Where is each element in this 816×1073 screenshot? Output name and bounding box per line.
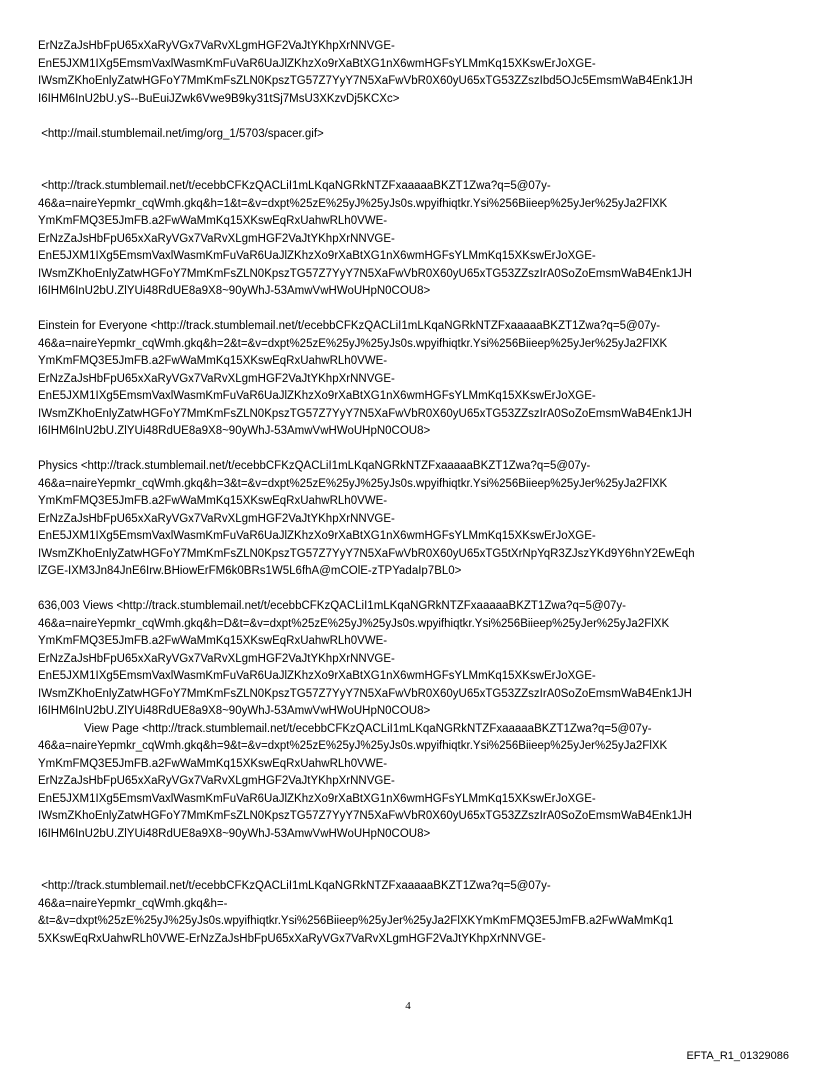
text-line: YmKmFMQ3E5JmFB.a2FwWaMmKq15XKswEqRxUahwRLh0VWE- xyxy=(38,215,388,227)
text-line: YmKmFMQ3E5JmFB.a2FwWaMmKq15XKswEqRxUahwRLh0VWE- xyxy=(38,635,388,647)
text-line: EnE5JXM1IXg5EmsmVaxlWasmKmFuVaR6UaJlZKhzXo9rXaBtXG1nX6wmHGFsYLMmKq15XKswErJoXGE- xyxy=(38,250,596,262)
text-line: lZGE-IXM3Jn84JnE6Irw.BHiowErFM6k0BRs1W5L6fhA@mCOlE-zTPYadaIp7BL0> xyxy=(38,565,462,577)
text-line: 46&a=naireYepmkr_cqWmh.gkq&h=1&t=&v=dxpt%25zE%25yJ%25yJs0s.wpyifhiqtkr.Ysi%256Biieep%25yJer%25yJa2FlXK xyxy=(38,197,668,210)
text-line: EnE5JXM1IXg5EmsmVaxlWasmKmFuVaR6UaJlZKhzXo9rXaBtXG1nX6wmHGFsYLMmKq15XKswErJoXGE- xyxy=(38,670,596,682)
text-line: I6IHM6InU2bU.ZlYUi48RdUE8a9X8~90yWhJ-53AmwVwHWoUHpN0COU8> xyxy=(38,285,431,297)
text-line: ErNzZaJsHbFpU65xXaRyVGx7VaRvXLgmHGF2VaJtYKhpXrNNVGE- xyxy=(38,775,395,787)
text-line: I6IHM6InU2bU.ZlYUi48RdUE8a9X8~90yWhJ-53AmwVwHWoUHpN0COU8> xyxy=(38,705,431,717)
paragraph-views-link xyxy=(38,598,778,843)
document-id-footer: EFTA_R1_01329086 xyxy=(686,1050,789,1062)
text-line: 46&a=naireYepmkr_cqWmh.gkq&h=3&t=&v=dxpt%25zE%25yJ%25yJs0s.wpyifhiqtkr.Ysi%256Biieep%25yJer%25yJa2FlXK xyxy=(38,477,668,490)
text-line: ErNzZaJsHbFpU65xXaRyVGx7VaRvXLgmHGF2VaJtYKhpXrNNVGE- xyxy=(38,652,395,665)
paragraph-tracking-link-1 xyxy=(38,178,778,301)
text-line: <http://mail.stumblemail.net/img/org_1/5703/spacer.gif> xyxy=(38,127,324,140)
text-line: Einstein for Everyone <http://track.stumblemail.net/t/ecebbCFKzQACLiI1mLKqaNGRkNTZFxaaaaaBKZT1Zwa?q=5@07y- xyxy=(38,320,661,332)
text-line: <http://track.stumblemail.net/t/ecebbCFKzQACLiI1mLKqaNGRkNTZFxaaaaaBKZT1Zwa?q=5@07y- xyxy=(38,180,551,192)
text-line: YmKmFMQ3E5JmFB.a2FwWaMmKq15XKswEqRxUahwRLh0VWE- xyxy=(38,757,388,770)
text-line: I6IHM6InU2bU.ZlYUi48RdUE8a9X8~90yWhJ-53AmwVwHWoUHpN0COU8> xyxy=(38,827,431,840)
text-line: ErNzZaJsHbFpU65xXaRyVGx7VaRvXLgmHGF2VaJtYKhpXrNNVGE- xyxy=(38,232,395,245)
text-line: &t=&v=dxpt%25zE%25yJ%25yJs0s.wpyifhiqtkr.Ysi%256Biieep%25yJer%25yJa2FlXKYmKmFMQ3E5JmFB.a2FwWaMmKq1 xyxy=(38,915,674,927)
text-line: 5XKswEqRxUahwRLh0VWE-ErNzZaJsHbFpU65xXaRyVGx7VaRvXLgmHGF2VaJtYKhpXrNNVGE- xyxy=(38,932,546,945)
paragraph-tracking-link-last xyxy=(38,878,778,948)
text-line: EnE5JXM1IXg5EmsmVaxlWasmKmFuVaR6UaJlZKhzXo9rXaBtXG1nX6wmHGFsYLMmKq15XKswErJoXGE- xyxy=(38,792,596,805)
text-line: Physics <http://track.stumblemail.net/t/ecebbCFKzQACLiI1mLKqaNGRkNTZFxaaaaaBKZT1Zwa?q=5@07y- xyxy=(38,460,591,472)
text-line: ErNzZaJsHbFpU65xXaRyVGx7VaRvXLgmHGF2VaJtYKhpXrNNVGE- xyxy=(38,372,395,385)
text-line: IWsmZKhoEnlyZatwHGFoY7MmKmFsZLN0KpszTG57Z7YyY7N5XaFwVbR0X60yU65xTG53ZZszIrA0SoZoEmsmWaB4Enk1JH xyxy=(38,687,692,700)
text-line: IWsmZKhoEnlyZatwHGFoY7MmKmFsZLN0KpszTG57Z7YyY7N5XaFwVbR0X60yU65xTG5tXrNpYqR3ZJszYKd9Y6hnY2EwEqh xyxy=(38,547,695,560)
text-line: 46&a=naireYepmkr_cqWmh.gkq&h=9&t=&v=dxpt%25zE%25yJ%25yJs0s.wpyifhiqtkr.Ysi%256Biieep%25yJer%25yJa2FlXK xyxy=(38,740,668,752)
text-line: EnE5JXM1IXg5EmsmVaxlWasmKmFuVaR6UaJlZKhzXo9rXaBtXG1nX6wmHGFsYLMmKq15XKswErJoXGE- xyxy=(38,390,596,402)
text-line: YmKmFMQ3E5JmFB.a2FwWaMmKq15XKswEqRxUahwRLh0VWE- xyxy=(38,355,388,367)
text-line: I6IHM6InU2bU.yS--BuEuiJZwk6Vwe9B9ky31tSj7MsU3XKzvDj5KCXc> xyxy=(38,92,400,105)
page-number: 4 xyxy=(405,1000,411,1012)
text-line: <http://track.stumblemail.net/t/ecebbCFKzQACLiI1mLKqaNGRkNTZFxaaaaaBKZT1Zwa?q=5@07y- xyxy=(38,880,551,892)
text-line: IWsmZKhoEnlyZatwHGFoY7MmKmFsZLN0KpszTG57Z7YyY7N5XaFwVbR0X60yU65xTG53ZZszIbd5OJc5EmsmWaB4Enk1JH xyxy=(38,75,693,87)
text-line: 46&a=naireYepmkr_cqWmh.gkq&h=2&t=&v=dxpt%25zE%25yJ%25yJs0s.wpyifhiqtkr.Ysi%256Biieep%25yJer%25yJa2FlXK xyxy=(38,337,668,350)
text-line: 46&a=naireYepmkr_cqWmh.gkq&h=- xyxy=(38,897,228,910)
text-line: 46&a=naireYepmkr_cqWmh.gkq&h=D&t=&v=dxpt%25zE%25yJ%25yJs0s.wpyifhiqtkr.Ysi%256Biieep%25yJer%25yJa2FlXK xyxy=(38,617,670,630)
text-line: ErNzZaJsHbFpU65xXaRyVGx7VaRvXLgmHGF2VaJtYKhpXrNNVGE- xyxy=(38,512,395,525)
text-line: YmKmFMQ3E5JmFB.a2FwWaMmKq15XKswEqRxUahwRLh0VWE- xyxy=(38,495,388,507)
text-line: 636,003 Views <http://track.stumblemail.net/t/ecebbCFKzQACLiI1mLKqaNGRkNTZFxaaaaaBKZT1Zwa?q=5@07y- xyxy=(38,600,626,612)
text-line: EnE5JXM1IXg5EmsmVaxlWasmKmFuVaR6UaJlZKhzXo9rXaBtXG1nX6wmHGFsYLMmKq15XKswErJoXGE- xyxy=(38,57,596,70)
text-line: IWsmZKhoEnlyZatwHGFoY7MmKmFsZLN0KpszTG57Z7YyY7N5XaFwVbR0X60yU65xTG53ZZszIrA0SoZoEmsmWaB4Enk1JH xyxy=(38,810,692,822)
text-line-view-page: View Page <http://track.stumblemail.net/t/ecebbCFKzQACLiI1mLKqaNGRkNTZFxaaaaaBKZT1Zwa?q=5@07y- xyxy=(84,722,652,735)
paragraph-spacer-link xyxy=(38,126,778,144)
text-line: IWsmZKhoEnlyZatwHGFoY7MmKmFsZLN0KpszTG57Z7YyY7N5XaFwVbR0X60yU65xTG53ZZszIrA0SoZoEmsmWaB4Enk1JH xyxy=(38,267,692,280)
paragraph-1 xyxy=(38,38,778,108)
text-line: EnE5JXM1IXg5EmsmVaxlWasmKmFuVaR6UaJlZKhzXo9rXaBtXG1nX6wmHGFsYLMmKq15XKswErJoXGE- xyxy=(38,530,596,542)
text-line: ErNzZaJsHbFpU65xXaRyVGx7VaRvXLgmHGF2VaJtYKhpXrNNVGE- xyxy=(38,40,395,52)
paragraph-einstein-link xyxy=(38,318,778,441)
text-line: IWsmZKhoEnlyZatwHGFoY7MmKmFsZLN0KpszTG57Z7YyY7N5XaFwVbR0X60yU65xTG53ZZszIrA0SoZoEmsmWaB4Enk1JH xyxy=(38,407,692,420)
email-body xyxy=(38,38,778,966)
paragraph-physics-link xyxy=(38,458,778,581)
text-line: I6IHM6InU2bU.ZlYUi48RdUE8a9X8~90yWhJ-53AmwVwHWoUHpN0COU8> xyxy=(38,425,431,437)
